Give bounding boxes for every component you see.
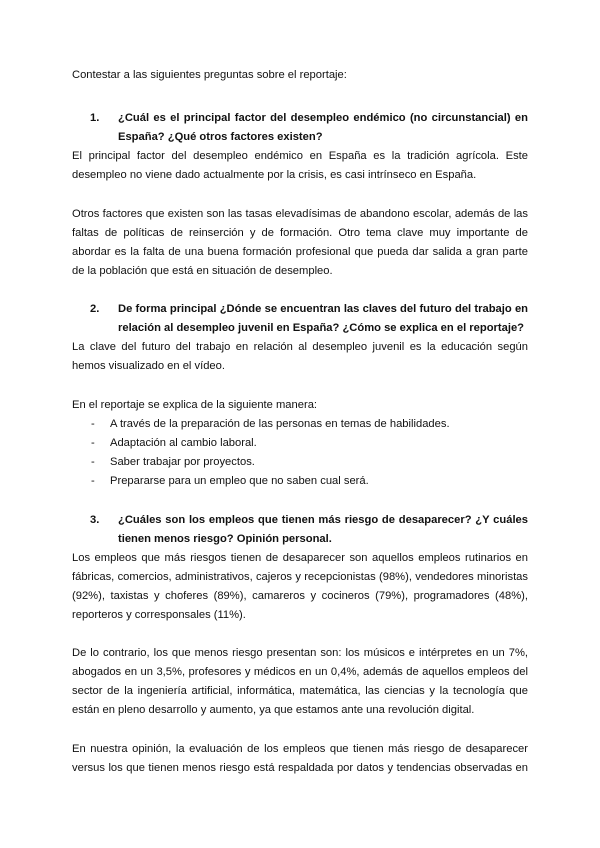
answer-1-paragraph-1: El principal factor del desempleo endémico en España es la tradición agrícola. Este desempleo no viene dado actualmente por la crisis, es casi intrínseco en España. xyxy=(72,150,528,181)
question-2-number: 2. xyxy=(90,303,100,315)
answer-2-paragraph-1: La clave del futuro del trabajo en relación al desempleo juvenil es la educación según hemos visualizado en el vídeo. xyxy=(72,341,528,372)
question-2-text: De forma principal ¿Dónde se encuentran las claves del futuro del trabajo en relación al desempleo juvenil en España? ¿Cómo se explica en el reportaje? xyxy=(118,303,528,334)
list-dash: - xyxy=(91,437,95,449)
list-item: - Adaptación al cambio laboral. xyxy=(72,434,528,453)
question-1 xyxy=(90,109,528,147)
list-item: - A través de la preparación de las personas en temas de habilidades. xyxy=(72,415,528,434)
answer-3-paragraph-1: Los empleos que más riesgos tienen de desaparecer son aquellos empleos rutinarios en fábricas, comercios, administrativos, cajeros y recepcionistas (98%), vendedores minoristas (92%), taxistas y choferes (89%), camareros y cocineros (79%), programadores (48%), reporteros y corresponsales (11%). xyxy=(72,552,528,621)
answer-1-paragraph-2: Otros factores que existen son las tasas elevadísimas de abandono escolar, además de las faltas de políticas de reinserción y de formación. Otro tema clave muy importante de abordar es la falta de una buena formación profesional que pueda dar salida a gran parte de la población que está en situación de desempleo. xyxy=(72,208,528,277)
question-1-number: 1. xyxy=(90,112,100,124)
answer-2-list xyxy=(72,415,528,491)
question-1-text: ¿Cuál es el principal factor del desempleo endémico (no circunstancial) en España? ¿Qué otros factores existen? xyxy=(118,112,528,143)
answer-2-paragraph-2: En el reportaje se explica de la siguiente manera: xyxy=(72,399,318,411)
intro-line: Contestar a las siguientes preguntas sobre el reportaje: xyxy=(72,69,347,81)
question-2 xyxy=(90,300,528,338)
list-dash: - xyxy=(91,456,95,468)
question-3 xyxy=(90,511,528,549)
question-3-text: ¿Cuáles son los empleos que tienen más riesgo de desaparecer? ¿Y cuáles tienen menos riesgo? Opinión personal. xyxy=(118,514,528,545)
list-dash: - xyxy=(91,475,95,487)
list-item: - Prepararse para un empleo que no saben cual será. xyxy=(72,472,528,491)
answer-3-paragraph-3: En nuestra opinión, la evaluación de los empleos que tienen más riesgo de desaparecer versus los que tienen menos riesgo está respaldada por datos y tendencias observadas en xyxy=(72,743,528,774)
answer-3-paragraph-2: De lo contrario, los que menos riesgo presentan son: los músicos e intérpretes en un 7%, abogados en un 3,5%, profesores y médicos en un 0,4%, además de aquellos empleos del sector de la ingeniería artificial, informática, matemática, las ciencias y la tecnología que están en pleno desarrollo y aumento, ya que estamos ante una revolución digital. xyxy=(72,647,528,716)
list-dash: - xyxy=(91,418,95,430)
list-item: - Saber trabajar por proyectos. xyxy=(72,453,528,472)
question-3-number: 3. xyxy=(90,514,100,526)
